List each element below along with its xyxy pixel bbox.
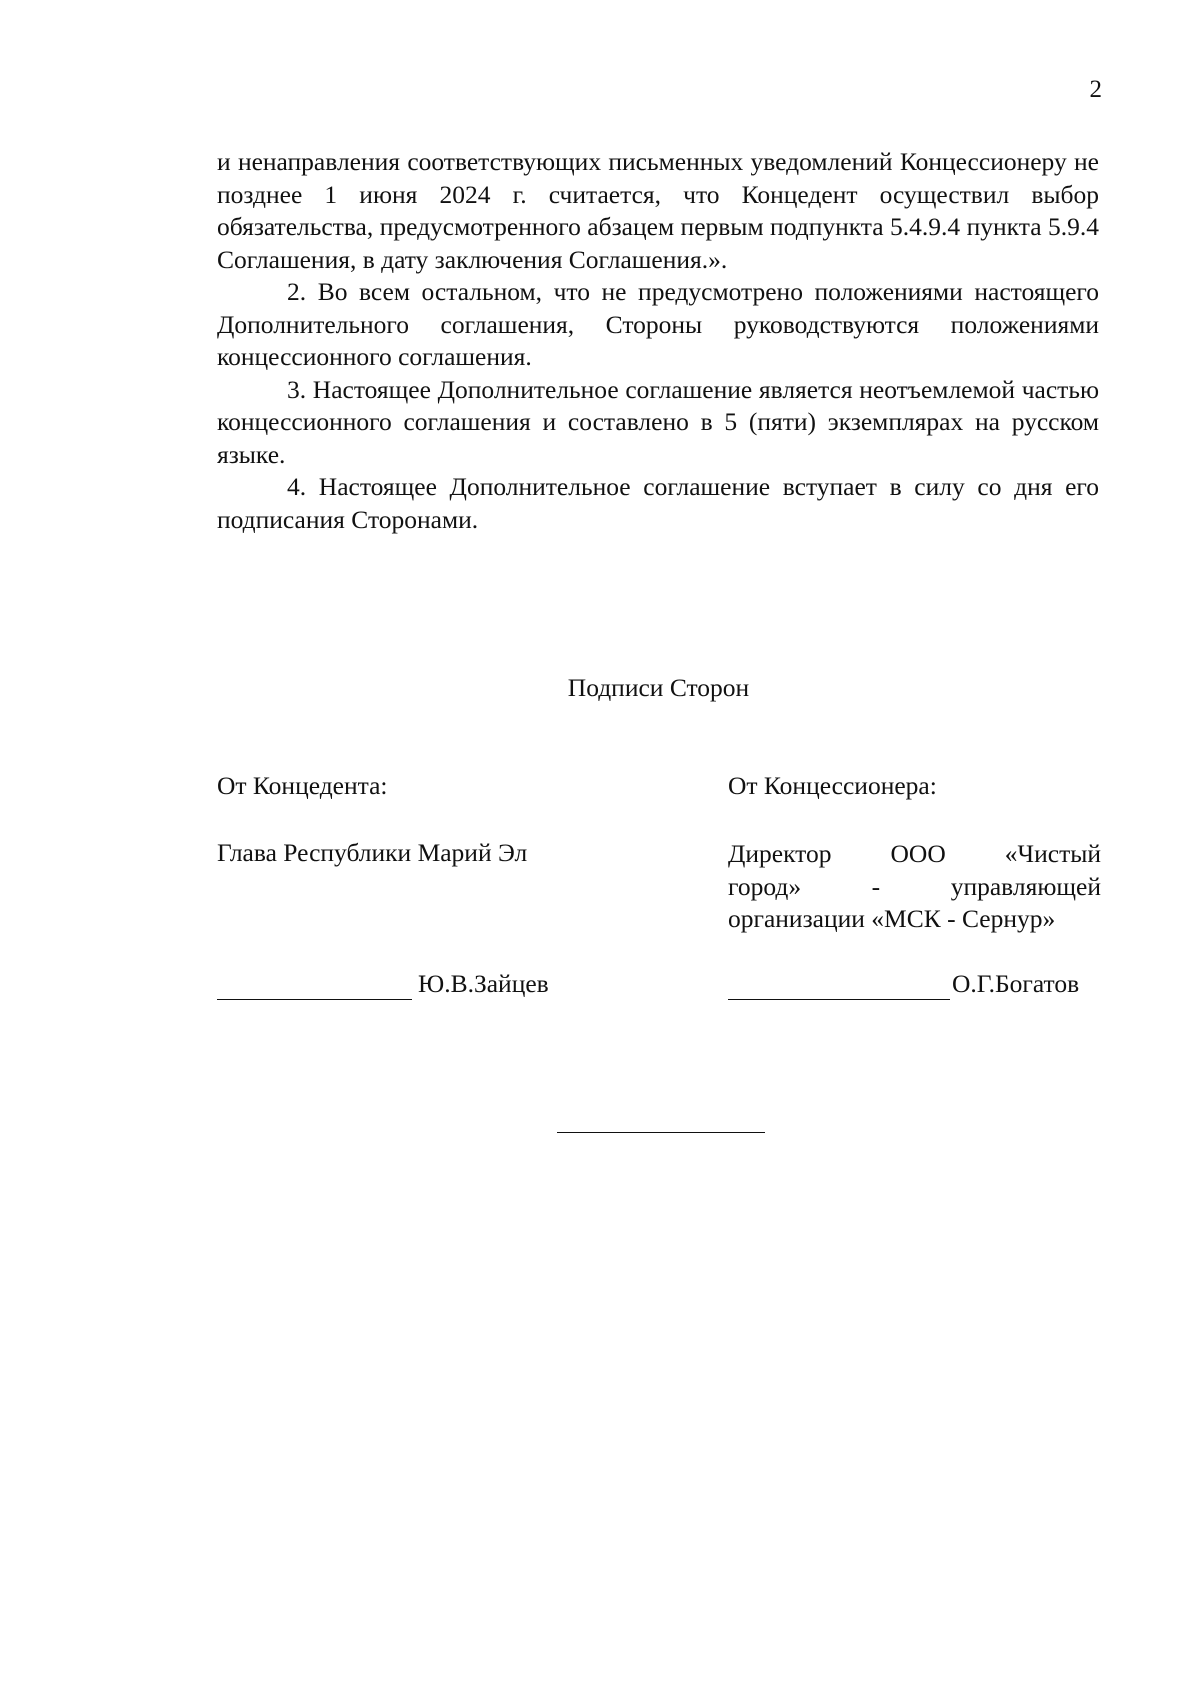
end-of-document-rule xyxy=(557,1132,765,1133)
page-number: 2 xyxy=(1089,76,1102,103)
grantor-position: Глава Республики Марий Эл xyxy=(217,838,528,867)
grantor-signature-line xyxy=(217,973,412,1000)
concessionaire-label: От Концессионера: xyxy=(728,771,937,800)
grantor-signature-row xyxy=(217,968,549,1000)
paragraph-continuation: и ненаправления соответствующих письменных уведомлений Концессионеру не позднее 1 июня 2024 г. считается, что Концедент осуществил выбор обязательства, предусмотренного абзацем первым подпункта 5.4.9.4 пункта 5.9.4 Соглашения, в дату заключения Соглашения.». xyxy=(217,147,1099,274)
concessionaire-position-line-2: город» - управляющей xyxy=(728,871,1101,901)
paragraph-item-2: 2. Во всем остальном, что не предусмотрено положениями настоящего Дополнительного соглашения, Стороны руководствуются положениями концессионного соглашения. xyxy=(217,277,1099,371)
signatures-title: Подписи Сторон xyxy=(567,673,750,702)
concessionaire-signature-row xyxy=(728,968,1079,1000)
concessionaire-position xyxy=(728,838,1101,936)
concessionaire-signatory-name: О.Г.Богатов xyxy=(952,969,1080,998)
grantor-label: От Концедента: xyxy=(217,771,388,800)
concessionaire-position-line-3: организации «МСК - Сернур» xyxy=(728,904,1056,933)
concessionaire-signature-line xyxy=(728,973,950,1000)
paragraph-item-3: 3. Настоящее Дополнительное соглашение является неотъемлемой частью концессионного соглашения и составлено в 5 (пяти) экземплярах на русском языке. xyxy=(217,374,1099,469)
grantor-signatory-name: Ю.В.Зайцев xyxy=(418,969,549,998)
document-body xyxy=(217,146,1099,536)
concessionaire-position-line-1: Директор ООО «Чистый xyxy=(728,839,1101,868)
paragraph-item-4: 4. Настоящее Дополнительное соглашение вступает в силу со дня его подписания Сторонами. xyxy=(217,472,1099,534)
